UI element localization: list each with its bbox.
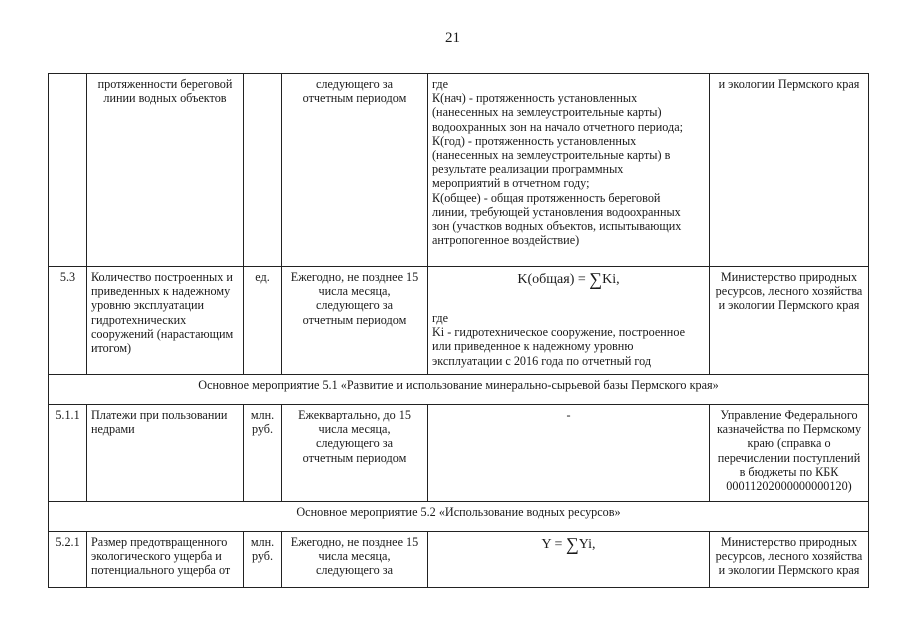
text-line: эксплуатации с 2016 года по отчетный год	[432, 353, 652, 368]
text-line: линии, требующей установления водоохранных	[432, 204, 681, 219]
text-line: потенциального ущерба от	[91, 563, 231, 578]
table-row	[49, 532, 869, 588]
cell-indicator-name	[87, 74, 244, 267]
text-line: следующего за	[316, 436, 393, 451]
section-title: Основное мероприятие 5.2 «Использование водных ресурсов»	[49, 502, 869, 532]
text-line: где	[432, 77, 449, 91]
text-line: числа месяца,	[318, 284, 391, 299]
text-line: зон (участков водных объектов, испытывающих	[432, 219, 682, 234]
cell-period	[282, 532, 428, 588]
text-line: перечислении поступлений	[717, 450, 861, 465]
text-line: следующего за	[316, 77, 393, 91]
section-row	[49, 375, 869, 405]
cell-num: 5.2.1	[49, 532, 87, 588]
text-line: Ki - гидротехническое сооружение, построенное	[432, 325, 685, 340]
text-line: или приведенное к надежному уровню	[432, 339, 634, 354]
cell-unit: ед.	[244, 267, 282, 375]
text-line: следующего за	[316, 563, 393, 578]
cell-period	[282, 267, 428, 375]
text-line: где	[432, 311, 449, 325]
text-line: в бюджеты по КБК	[739, 464, 839, 479]
text-line: антропогенное воздействие)	[432, 233, 580, 248]
text-line: млн.	[250, 408, 275, 422]
formula-left: K(общая) =	[517, 272, 590, 287]
cell-unit	[244, 532, 282, 588]
table-row	[49, 74, 869, 267]
page-number: 21	[445, 30, 460, 46]
cell-indicator-name	[87, 267, 244, 375]
text-line: 00011202000000000120)	[726, 479, 852, 494]
cell-unit	[244, 405, 282, 502]
cell-method	[428, 267, 710, 375]
text-line: Управление Федерального	[720, 408, 858, 422]
cell-indicator-name	[87, 532, 244, 588]
cell-num: 5.3	[49, 267, 87, 375]
text-line: руб.	[251, 422, 274, 437]
text-line: млн.	[250, 535, 275, 549]
text-line: Платежи при пользовании	[91, 408, 228, 422]
text-line: мероприятий в отчетном году;	[432, 176, 590, 191]
section-title: Основное мероприятие 5.1 «Развитие и использование минерально-сырьевой базы Пермского края»	[49, 375, 869, 405]
text-line: К(общее) - общая протяженность береговой	[432, 190, 661, 205]
cell-period	[282, 405, 428, 502]
formula-right: Ki,	[602, 272, 620, 287]
section-row	[49, 502, 869, 532]
text-line: Количество построенных и	[91, 270, 233, 284]
sum-symbol: ∑	[565, 534, 579, 554]
text-line: Министерство природных	[720, 535, 858, 549]
formula-left: Y =	[541, 537, 566, 552]
text-line: и экологии Пермского края	[718, 563, 860, 578]
text-line: протяженности береговой	[97, 77, 233, 91]
text-line: (нанесенных на землеустроительные карты) в	[432, 148, 671, 163]
text-line: сооружений (нарастающим	[91, 326, 234, 341]
text-line: казначейства по Пермскому	[716, 422, 862, 437]
text-line: краю (справка о	[747, 436, 831, 451]
cell-method	[428, 74, 710, 267]
text-line: уровню эксплуатации	[91, 298, 205, 313]
text-line: следующего за	[316, 298, 393, 313]
cell-method: -	[428, 405, 710, 502]
text-line: и экологии Пермского края	[718, 298, 860, 313]
text-line: Министерство природных	[720, 270, 858, 284]
text-line: недрами	[91, 422, 135, 437]
sum-symbol: ∑	[589, 269, 603, 289]
text-line: итогом)	[91, 341, 132, 356]
text-line: линии водных объектов	[103, 91, 227, 106]
cell-source	[710, 74, 869, 267]
text-line: ресурсов, лесного хозяйства	[715, 549, 863, 564]
text-line: результате реализации программных	[432, 162, 624, 177]
cell-source	[710, 267, 869, 375]
cell-num	[49, 74, 87, 267]
text-line: Размер предотвращенного	[91, 535, 228, 549]
text-line: (нанесенных на землеустроительные карты)	[432, 105, 662, 120]
cell-method	[428, 532, 710, 588]
cell-unit	[244, 74, 282, 267]
cell-indicator-name	[87, 405, 244, 502]
text-line: Ежегодно, не позднее 15	[290, 270, 419, 284]
table-row	[49, 405, 869, 502]
text-line: К(год) - протяженность установленных	[432, 133, 637, 148]
text-line: приведенных к надежному	[91, 284, 231, 299]
text-line: водоохранных зон на начало отчетного периода;	[432, 119, 684, 134]
formula-right: Yi,	[578, 537, 596, 552]
cell-source	[710, 532, 869, 588]
table-row	[49, 267, 869, 375]
text-line: ресурсов, лесного хозяйства	[715, 284, 863, 299]
cell-source	[710, 405, 869, 502]
text-line: отчетным периодом	[302, 450, 407, 465]
cell-period	[282, 74, 428, 267]
text-line: отчетным периодом	[302, 312, 407, 327]
text-line: Ежеквартально, до 15	[298, 408, 411, 422]
formula	[432, 270, 705, 297]
text-line: руб.	[251, 549, 274, 564]
text-line: гидротехнических	[91, 312, 187, 327]
text-line: числа месяца,	[318, 422, 391, 437]
text-line: К(нач) - протяженность установленных	[432, 91, 638, 106]
cell-num: 5.1.1	[49, 405, 87, 502]
indicators-table	[48, 73, 869, 588]
text-line: и экологии Пермского края	[718, 77, 860, 91]
text-line: Ежегодно, не позднее 15	[290, 535, 419, 549]
formula	[432, 535, 705, 562]
text-line: отчетным периодом	[302, 91, 407, 106]
text-line: числа месяца,	[318, 549, 391, 564]
text-line: экологического ущерба и	[91, 549, 222, 564]
